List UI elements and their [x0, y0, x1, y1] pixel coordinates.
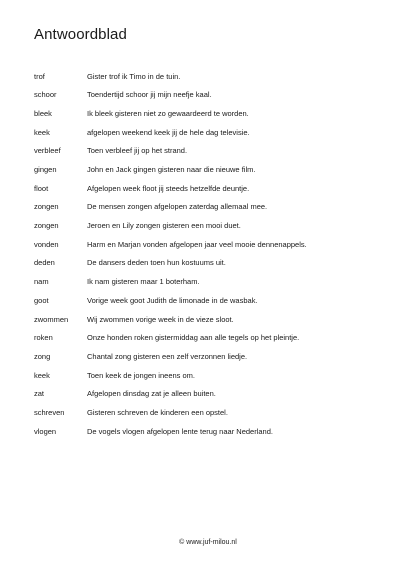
page-title: Antwoordblad: [34, 26, 127, 43]
footer-copyright: © www.juf-milou.nl: [179, 539, 237, 546]
answer-sentence: Harm en Marjan vonden afgelopen jaar veel mooie dennenappels.: [87, 239, 307, 249]
answer-sentence: afgelopen weekend keek jij de hele dag televisie.: [87, 127, 250, 137]
answer-sentence: Vorige week goot Judith de limonade in de wasbak.: [87, 295, 258, 305]
answer-row: [34, 235, 394, 254]
answer-row: [34, 291, 394, 310]
answer-row: [34, 329, 394, 348]
answer-sentence: John en Jack gingen gisteren naar die nieuwe film.: [87, 165, 256, 175]
answer-sentence: Toen verbleef jij op het strand.: [87, 146, 188, 156]
answer-word: gingen: [34, 165, 57, 175]
answer-sentence: Chantal zong gisteren een zelf verzonnen liedje.: [87, 351, 248, 361]
answer-sentence: Gister trof ik Timo in de tuin.: [87, 71, 181, 81]
answer-word: roken: [34, 333, 53, 343]
answer-row: [34, 86, 394, 105]
answer-row: [34, 142, 394, 161]
answer-sentence: Gisteren schreven de kinderen een opstel.: [87, 407, 228, 417]
answer-row: [34, 179, 394, 198]
answer-sentence: De dansers deden toen hun kostuums uit.: [87, 258, 226, 268]
answer-row: [34, 366, 394, 385]
answer-word: trof: [34, 71, 45, 81]
answer-word: verbleef: [34, 146, 61, 156]
answer-word: zongen: [34, 202, 59, 212]
answer-word: zat: [34, 389, 45, 399]
answer-list: [34, 67, 394, 441]
answer-word: vonden: [34, 239, 59, 249]
answer-row: [34, 310, 394, 329]
answer-row: [34, 403, 394, 422]
answer-row: [34, 217, 394, 236]
answer-word: keek: [34, 370, 50, 380]
answer-row: [34, 347, 394, 366]
answer-row: [34, 254, 394, 273]
answer-sentence: Afgelopen week floot jij steeds hetzelfde deuntje.: [87, 183, 250, 193]
answer-word: schoor: [34, 90, 57, 100]
answer-sentence: De mensen zongen afgelopen zaterdag allemaal mee.: [87, 202, 268, 212]
answer-word: deden: [34, 258, 55, 268]
answer-word: floot: [34, 183, 49, 193]
answer-sentence: Toendertijd schoor jij mijn neefje kaal.: [87, 90, 212, 100]
answer-word: nam: [34, 277, 49, 287]
answer-sentence: Onze honden roken gistermiddag aan alle tegels op het pleintje.: [87, 333, 300, 343]
answer-sentence: Toen keek de jongen ineens om.: [87, 370, 195, 380]
answer-word: vlogen: [34, 426, 57, 436]
answer-word: zongen: [34, 221, 59, 231]
answer-row: [34, 273, 394, 292]
answer-sentence: De vogels vlogen afgelopen lente terug naar Nederland.: [87, 426, 273, 436]
answer-row: [34, 422, 394, 441]
answer-row: [34, 385, 394, 404]
answer-word: goot: [34, 295, 49, 305]
answer-row: [34, 160, 394, 179]
answer-sentence: Wij zwommen vorige week in de vieze sloot.: [87, 314, 234, 324]
answer-row: [34, 123, 394, 142]
answer-word: bleek: [34, 108, 52, 118]
answer-word: keek: [34, 127, 50, 137]
answer-row: [34, 198, 394, 217]
answer-word: schreven: [34, 407, 65, 417]
answer-word: zwommen: [34, 314, 69, 324]
answer-sentence: Afgelopen dinsdag zat je alleen buiten.: [87, 389, 216, 399]
answer-sentence: Ik bleek gisteren niet zo gewaardeerd te worden.: [87, 108, 249, 118]
answer-row: [34, 104, 394, 123]
answer-word: zong: [34, 351, 51, 361]
answer-sentence: Ik nam gisteren maar 1 boterham.: [87, 277, 200, 287]
answer-row: [34, 67, 394, 86]
answer-sentence: Jeroen en Lily zongen gisteren een mooi duet.: [87, 221, 241, 231]
